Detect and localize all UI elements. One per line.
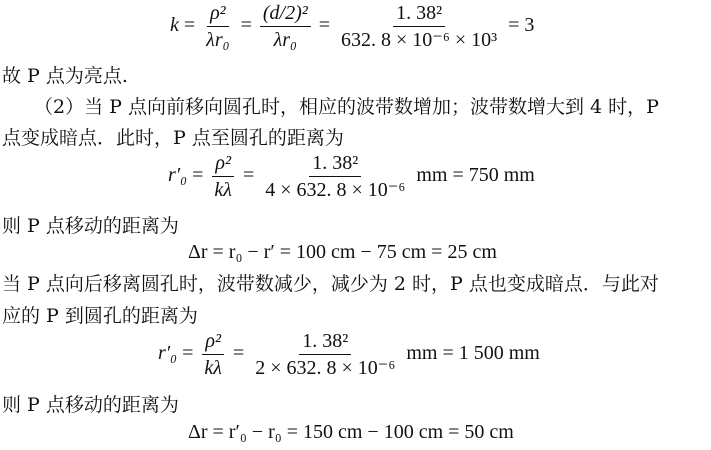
eq1-f1-numerator: ρ² bbox=[207, 2, 229, 27]
equation-delta-r-25: Δr = r₀ − r′ = 100 cm − 75 cm = 25 cm bbox=[188, 241, 497, 263]
eq4-f1-denominator: kλ bbox=[204, 357, 222, 379]
eq4-fraction-1 bbox=[201, 330, 225, 379]
eq2-f2-numerator: 1. 38² bbox=[309, 152, 361, 177]
paragraph-2-line-1: （2）当 P 点向前移向圆孔时，相应的波带数增加；波带数增大到 4 时，P bbox=[34, 96, 659, 118]
eq4-f1-numerator: ρ² bbox=[202, 330, 224, 355]
eq2-result: mm = 750 mm bbox=[416, 164, 535, 187]
equation-r0-prime-750: r′₀ = $\frac{\text{ρ²}}{k\lambda}$ = $\frac{\text{1. 38²}}{\text{4 × 632. 8 × 10⁻⁶}}$ mm = 750 mm bbox=[168, 152, 535, 201]
eq2-lhs: r′₀ bbox=[168, 164, 188, 187]
eq4-result: mm = 1 500 mm bbox=[406, 342, 540, 365]
eq1-fraction-3 bbox=[338, 2, 500, 51]
eq1-f2-numerator: (d/2)² bbox=[260, 2, 311, 27]
eq4-fraction-2 bbox=[252, 330, 398, 379]
eq2-f2-denominator: 4 × 632. 8 × 10⁻⁶ bbox=[265, 179, 406, 201]
conclusion-bright-point: 故 P 点为亮点. bbox=[2, 65, 128, 87]
paragraph-3-line-1: 当 P 点向后移离圆孔时，波带数减少，减少为 2 时，P 点也变成暗点．与此对 bbox=[2, 273, 659, 295]
eq2-fraction-1 bbox=[211, 152, 235, 201]
eq2-f1-denominator: kλ bbox=[214, 179, 232, 201]
eq1-f3-numerator: 1. 38² bbox=[393, 2, 445, 27]
eq1-f2-denominator: λr₀ bbox=[273, 29, 297, 51]
eq1-fraction-1 bbox=[203, 2, 232, 51]
eq2-f1-numerator: ρ² bbox=[212, 152, 234, 177]
eq4-f2-denominator: 2 × 632. 8 × 10⁻⁶ bbox=[255, 357, 396, 379]
equation-delta-r-50: Δr = r′₀ − r₀ = 150 cm − 100 cm = 50 cm bbox=[188, 421, 514, 443]
eq1-result: = 3 bbox=[508, 14, 535, 37]
eq1-f1-denominator: λr₀ bbox=[206, 29, 230, 51]
paragraph-2-line-2: 点变成暗点．此时，P 点至圆孔的距离为 bbox=[2, 127, 344, 149]
eq1-fraction-2 bbox=[260, 2, 311, 51]
eq4-lhs: r′₀ bbox=[158, 342, 178, 365]
move-distance-label-1: 则 P 点移动的距离为 bbox=[2, 215, 179, 237]
paragraph-3-line-2: 应的 P 到圆孔的距离为 bbox=[2, 305, 198, 327]
move-distance-label-2: 则 P 点移动的距离为 bbox=[2, 394, 179, 416]
eq1-lhs: k bbox=[170, 14, 179, 37]
eq4-f2-numerator: 1. 38² bbox=[299, 330, 351, 355]
eq1-f3-denominator: 632. 8 × 10⁻⁶ × 10³ bbox=[341, 29, 498, 51]
eq2-fraction-2 bbox=[262, 152, 408, 201]
equation-k: k = $\frac{\text{ρ²}}{\text{λr₀}}$ = $\frac{\text{(d/2)²}}{\text{λr₀}}$ = $\frac{\text{1. 38²}}{\text{632. 8 × 10⁻⁶ × 10³}}$ = 3 bbox=[170, 2, 535, 51]
equation-r0-prime-1500: r′₀ = $\frac{\text{ρ²}}{k\lambda}$ = $\frac{\text{1. 38²}}{\text{2 × 632. 8 × 10⁻⁶}}$ mm = 1 500 mm bbox=[158, 330, 540, 379]
